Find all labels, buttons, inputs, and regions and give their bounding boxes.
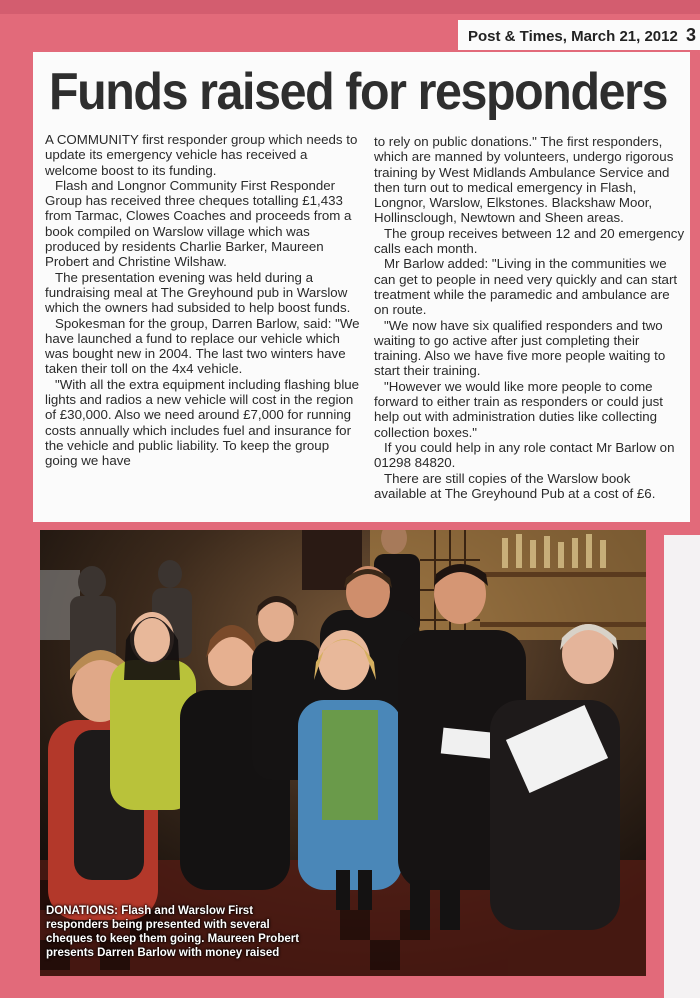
masthead-page-number: 3 (686, 25, 697, 45)
masthead (458, 20, 700, 50)
paragraph: If you could help in any role contact Mr Barlow on 01298 84820. (374, 439, 675, 471)
paper-scrap (664, 535, 700, 998)
paragraph: "We now have six qualified responders and two waiting to go active after just completing their training. Also we have five more people waiting to start their training. (374, 317, 666, 379)
group-photo (40, 530, 646, 976)
photo-caption (46, 904, 316, 960)
page-edge (0, 0, 700, 14)
paragraph: The group receives between 12 and 20 emergency calls each month. (374, 225, 685, 257)
paragraph: Spokesman for the group, Darren Barlow, said: "We have launched a fund to replace our vehicle which was bought new in 2004. The last two winters have taken their toll on the 4x4 vehicle. (45, 315, 360, 377)
paragraph: Mr Barlow added: "Living in the communities we can get to people in need very quickly and can start treatment while the paramedic and ambulance are on route. (374, 256, 678, 318)
caption-lead: DONATIONS: (46, 905, 118, 917)
paragraph: "With all the extra equipment including flashing blue lights and radios a new vehicle will cost in the region of £30,000. Also we need around £7,000 for running costs annually which includes fuel and insurance for the vehicle and public liability. To keep the group going we have (45, 376, 360, 469)
masthead-date: March 21, 2012 (571, 28, 678, 45)
article-right-column (374, 134, 686, 501)
headline: Funds raised for responders (49, 63, 668, 121)
paragraph: There are still copies of the Warslow book available at The Greyhound Pub at a cost of £6. (374, 470, 656, 501)
paragraph: to rely on public donations." The first responders, which are manned by volunteers, undergo rigorous training by West Midlands Ambulance Service and then turn out to medical emergency in Flash, Longnor, Warslow, Elkstones. Blackshaw Moor, Hollinsclough, Newtown and Sheen areas. (374, 134, 674, 226)
masthead-paper: Post & Times, (468, 28, 567, 45)
paragraph: The presentation evening was held during a fundraising meal at The Greyhound pub in Warslow which the owners had subsided to help boost funds. (45, 269, 351, 316)
paragraph: "However we would like more people to come forward to either train as responders or could just help out with administration duties like collecting collection boxes." (374, 378, 663, 440)
article (33, 52, 690, 522)
paragraph: A COMMUNITY first responder group which needs to update its emergency vehicle has received a welcome boost to its funding. (45, 132, 358, 178)
paragraph: Flash and Longnor Community First Responder Group has received three cheques totalling £1,433 from Tarmac, Clowes Coaches and proceeds from a book compiled on Warslow village which was produced by residents Charlie Barker, Maureen Probert and Christine Wilshaw. (45, 177, 352, 270)
article-left-column (45, 132, 363, 469)
caption-text: Flash and Warslow First responders being presented with several cheques to keep them going. Maureen Probert presents Darren Barlow with money raised (46, 905, 300, 959)
